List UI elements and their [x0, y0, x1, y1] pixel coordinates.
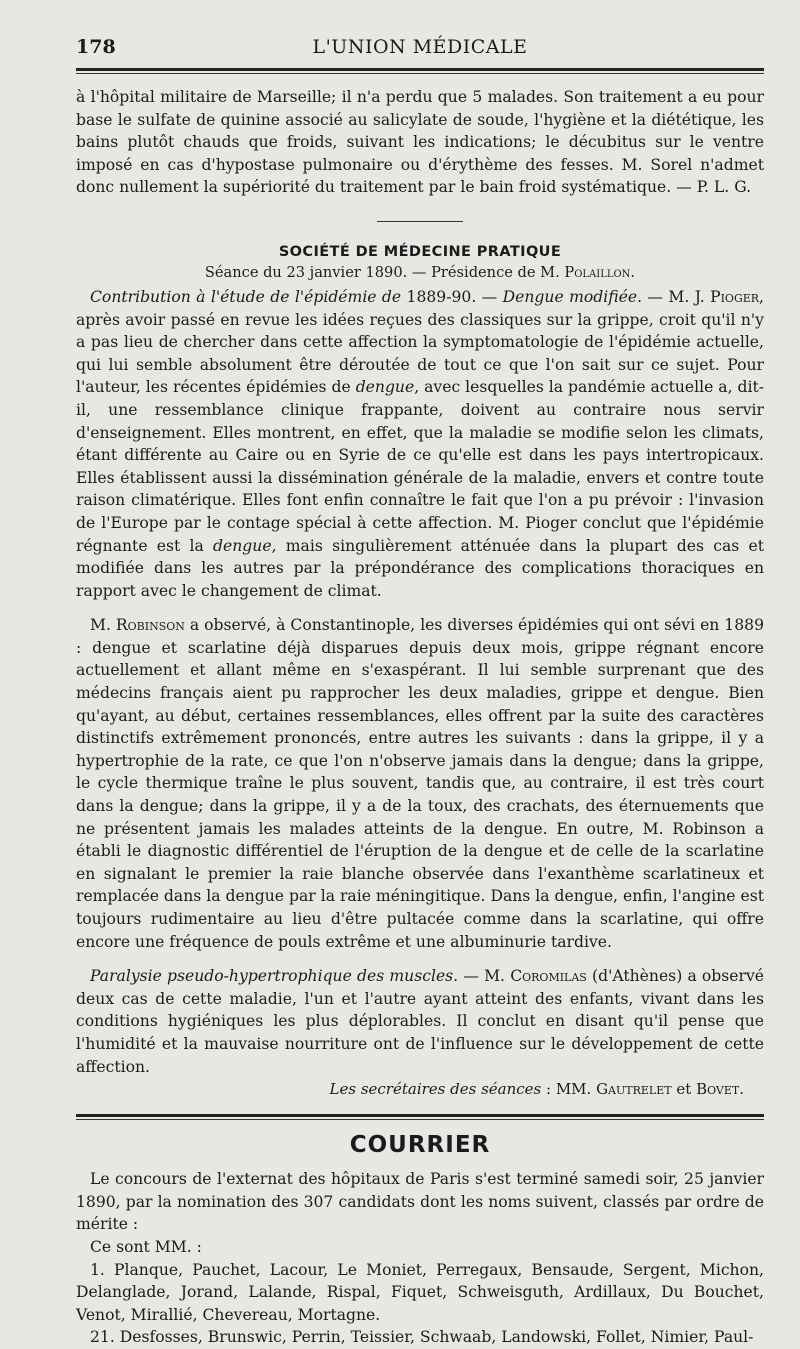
- robinson-paragraph: [76, 614, 764, 953]
- article-dash: — M. J.: [642, 287, 711, 306]
- page-header: [76, 32, 764, 68]
- article-dash: — M.: [458, 967, 511, 986]
- header-rule-thin: [76, 73, 764, 74]
- section-rule-thin: [76, 1119, 764, 1120]
- dengue-term: dengue: [355, 378, 415, 397]
- list-item: 1. Planque, Pauchet, Lacour, Le Moniet, Perregaux, Bensaude, Sergent, Michon, Delanglade, Jorand, Lalande, Rispal, Fiquet, Schweisguth, Ardillaux, Du Bouchet, Venot, Mirallié, Chevereau, Mortagne.: [76, 1260, 764, 1324]
- society-title: SOCIÉTÉ DE MÉDECINE PRATIQUE: [278, 243, 562, 260]
- pioger-text-c: , mais singulièrement atténuée dans la plupart des cas et modifiée dans les autres par la prépondérance des complications thoraciques en rapport avec le changement de climat.: [76, 536, 764, 600]
- article-title: Paralysie pseudo-hypertrophique des muscles.: [90, 967, 459, 986]
- intro-paragraph: à l'hôpital militaire de Marseille; il n'a perdu que 5 malades. Son traitement a eu pour base le sulfate de quinine associé au salicylate de soude, l'hygiène et la diététique, les bains plutôt chauds que froids, suivant les indications; le décubitus sur le ventre imposé en cas d'hypostase pulmonaire ou d'érythème des fesses. M. Sorel n'admet donc nullement la supériorité du traitement par le bain froid systématique. — P. L. G.: [76, 88, 764, 197]
- signature-and: et: [671, 1080, 697, 1099]
- signature-label: Les secrétaires des séances: [329, 1080, 542, 1099]
- article-year: 1889-90. —: [401, 287, 503, 306]
- coromilas-text: (d'Athènes) a observé deux cas de cette maladie, l'un et l'autre ayant atteint des enfants, vivant dans les conditions hygiéniques les plus déplorables. Il conclut en disant qu'il pense que l'humidité et la mauvaise nourriture ont de l'influence sur le développement de cette affection.: [76, 967, 765, 1076]
- secretary-name: Gautrelet: [596, 1080, 672, 1099]
- courrier-paragraph: Le concours de l'externat des hôpitaux de Paris s'est terminé samedi soir, 25 janvier 1890, par la nomination des 307 candidats dont les noms suivent, classés par ordre de mérite :: [76, 1170, 764, 1234]
- president-name: Polaillon.: [564, 263, 636, 281]
- courrier-intro: Ce sont MM. :: [90, 1237, 202, 1256]
- paragraph-gap: [76, 953, 764, 965]
- article-title: Contribution à l'étude de l'épidémie de: [90, 287, 402, 306]
- robinson-text: a observé, à Constantinople, les diverses épidémies qui ont sévi en 1889 : dengue et scarlatine déjà disparues depuis deux mois, grippe régnant encore actuellement et allant même en s'exaspérant. Il lui semble surprenant que des médecins français aient pu rapprocher les deux maladies, grippe et dengue. Bien qu'ayant, au début, certaines ressemblances, elles offrent par la suite des caractères distinctifs extrêmement prononcés, entre autres les suivants : dans la grippe, il y a hypertrophie de la rate, ce que l'on n'observe jamais dans la dengue; dans la grippe, le cycle thermique traîne le plus souvent, tandis que, au contraire, il est très court dans la dengue; dans la grippe, il y a de la toux, des crachats, des éternuements que ne présentent jamais les malades atteints de la dengue. En outre, M. Robinson a établi le diagnostic différentiel de l'éruption de la dengue et de celle de la scarlatine en signalant le premier la raie blanche observée dans l'exanthème scarlatineux et remplacée dans la dengue par la raie méningitique. Dans la dengue, enfin, l'angine est toujours rudimentaire au lieu d'être pultacée comme dans la scarlatine, qui offre encore une fréquence de pouls extrême et une albuminurie tardive.: [76, 616, 764, 951]
- coromilas-paragraph: [76, 965, 764, 1078]
- list-item: 21. Desfosses, Brunswic, Perrin, Teissier, Schwaab, Landowski, Follet, Nimier, Paul-: [90, 1328, 754, 1347]
- dengue-term: dengue: [213, 536, 272, 555]
- section-rule: [76, 1114, 764, 1117]
- article-subtitle: Dengue modifiée.: [502, 287, 643, 306]
- secretary-name: Bovet.: [696, 1080, 744, 1099]
- page-number: 178: [76, 36, 116, 58]
- paragraph-gap: [76, 602, 764, 614]
- signature-prefix: : MM.: [541, 1080, 597, 1099]
- header-rule: [76, 68, 764, 71]
- pioger-paragraph: [76, 286, 764, 602]
- pioger-text-b: , avec lesquelles la pandémie actuelle a, dit-il, une ressemblance clinique frappante, doivent au contraire nous servir d'enseignement. Elles montrent, en effet, que la maladie se modifie selon les climats, étant différente au Caire ou en Syrie de ce qu'elle est dans les pays intertropicaux. Elles établissent aussi la dissémination générale de la maladie, envers et contre toute raison climatérique. Elles font enfin connaître le fait que l'on a pu prévoir : l'invasion de l'Europe par le contage spécial à cette affection. M. Pioger conclut que l'épidémie régnante est la: [76, 378, 764, 555]
- secretaries-signature: [76, 1078, 764, 1100]
- author-pioger: Pioger,: [710, 287, 765, 306]
- session-line: [76, 262, 764, 284]
- author-robinson: M. Robinson: [90, 616, 185, 635]
- session-text: Séance du 23 janvier 1890. — Présidence de M.: [204, 263, 565, 281]
- pioger-text-a: après avoir passé en revue les idées reçues des classiques sur la grippe, croit qu'il n'y a pas lieu de chercher dans cette affection la symptomatologie de l'épidémie actuelle, qui lui semble absolument être déroutée de tout ce que l'on sait sur ce sujet. Pour l'auteur, les récentes épidémies de: [76, 310, 764, 397]
- courrier-title: COURRIER: [349, 1132, 491, 1159]
- section-separator: [377, 221, 463, 222]
- running-title: L'UNION MÉDICALE: [312, 36, 528, 58]
- author-coromilas: Coromilas: [510, 967, 587, 986]
